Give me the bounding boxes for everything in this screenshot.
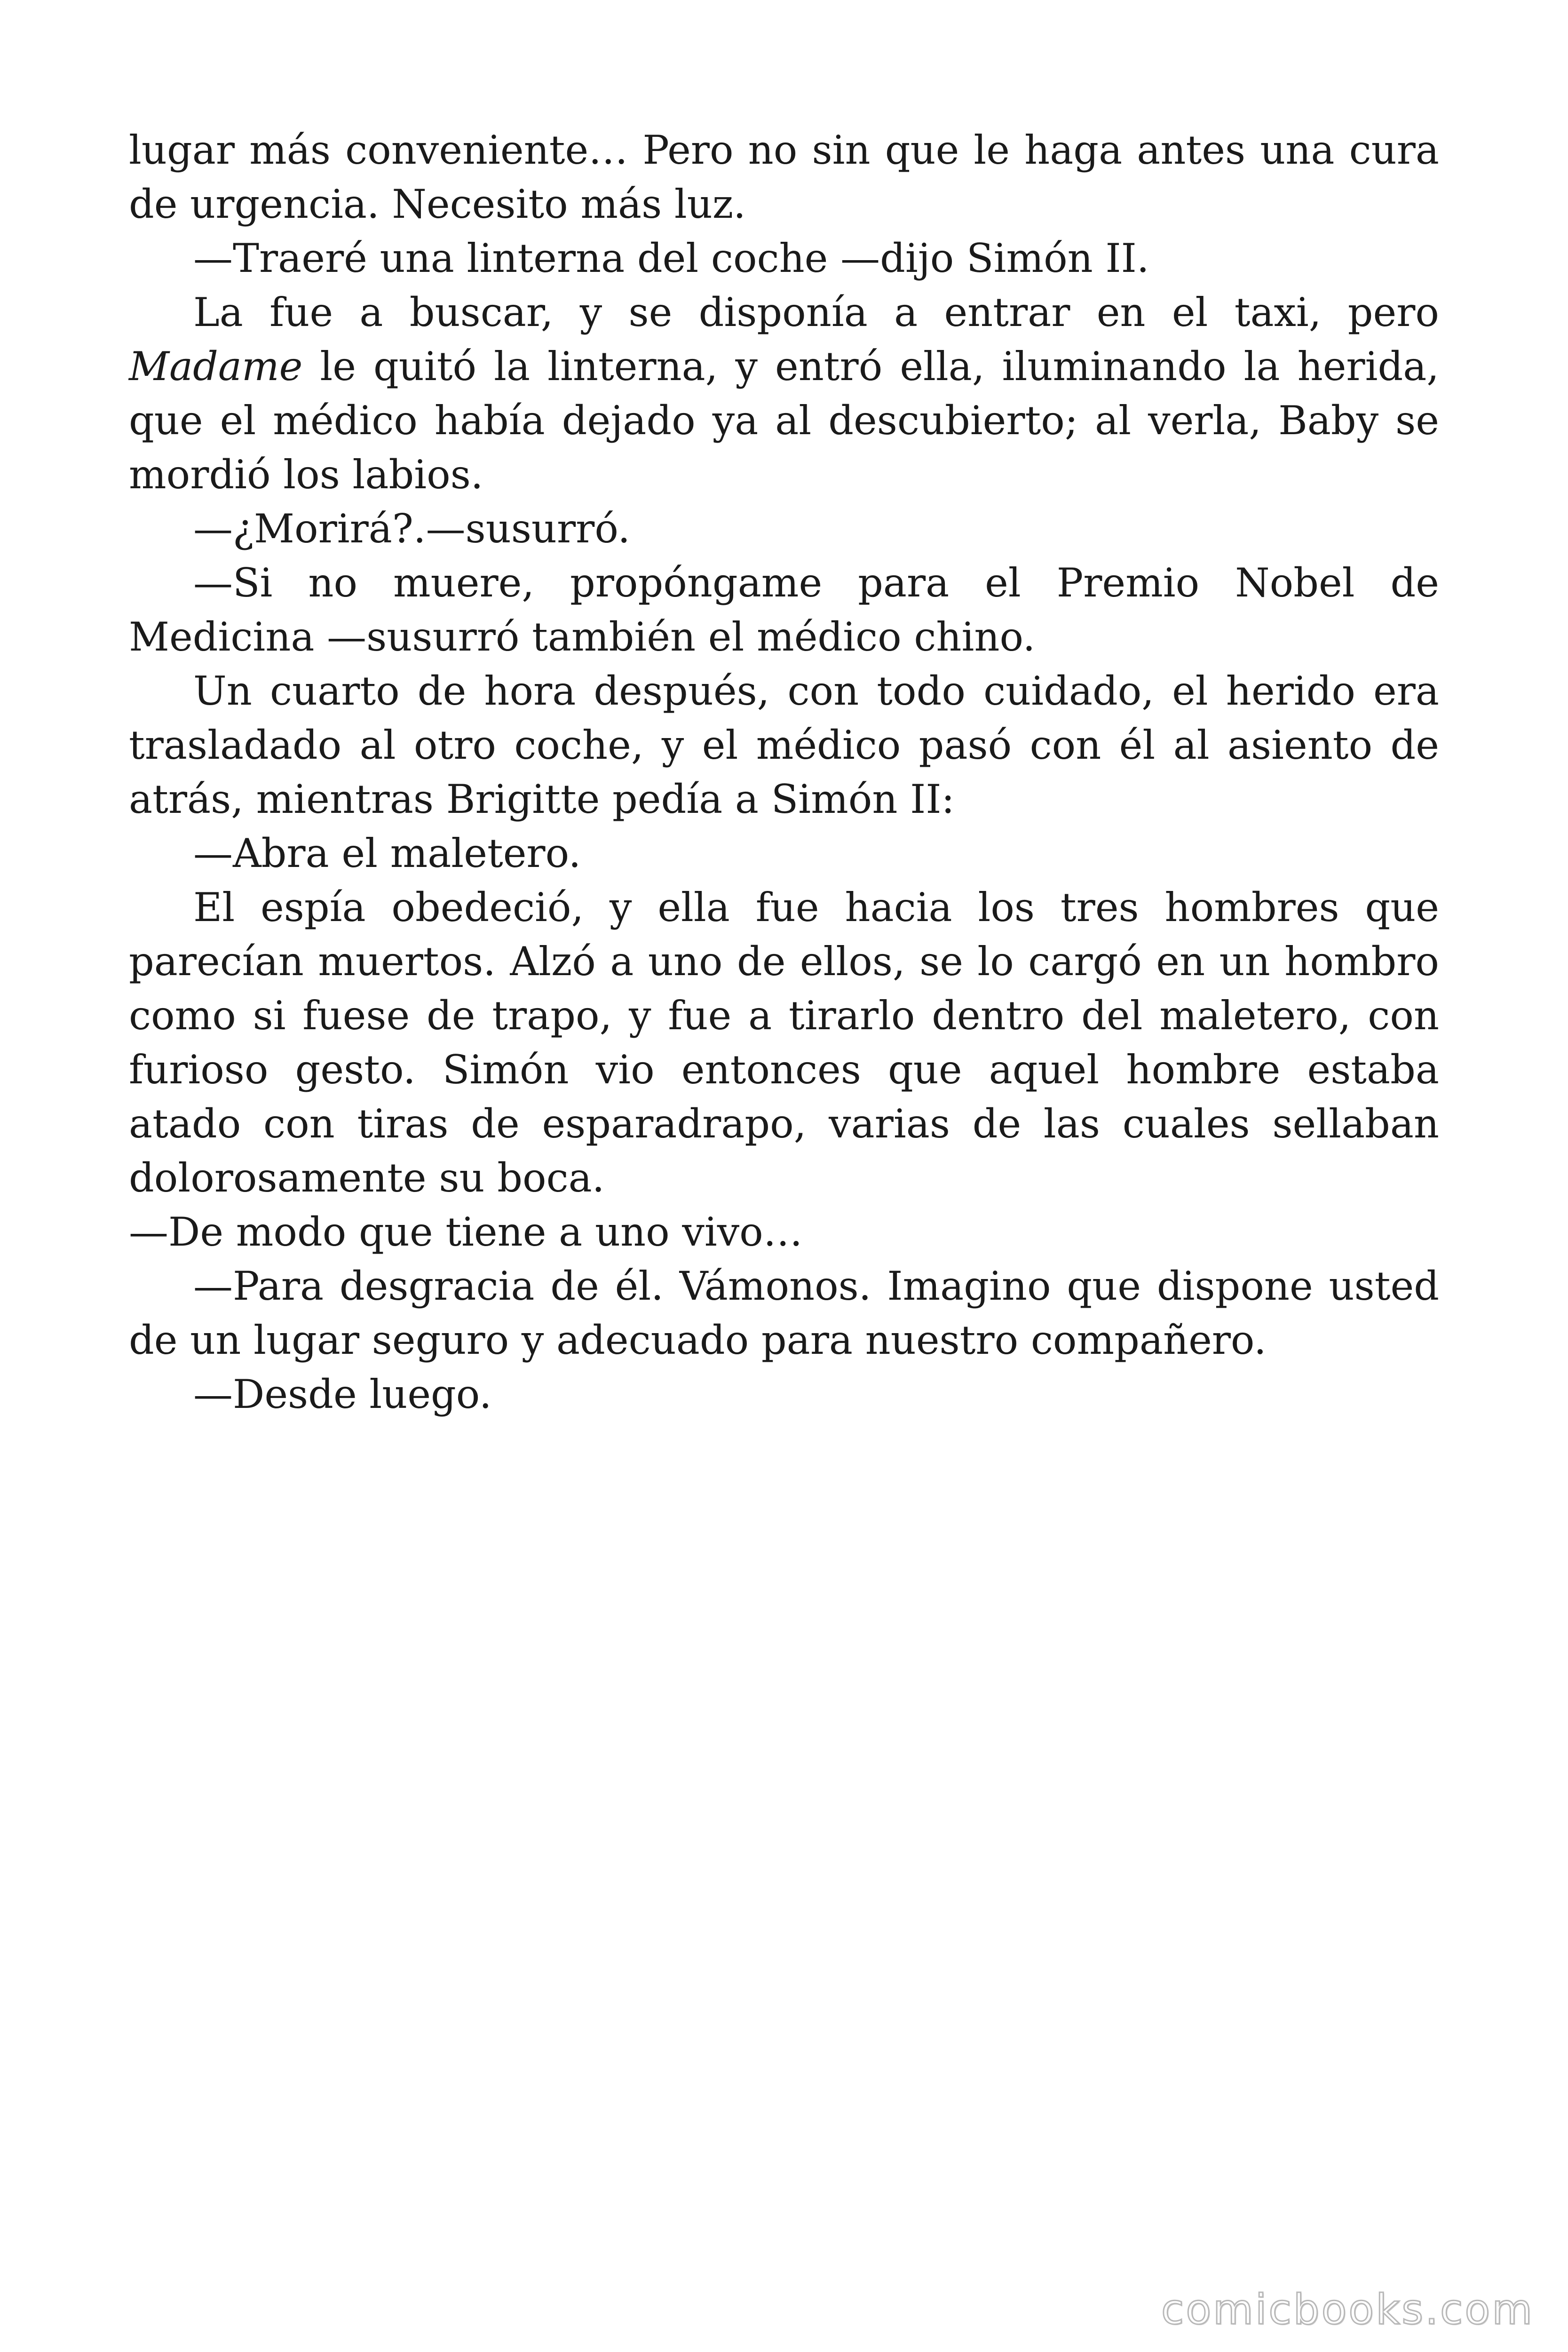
page-text [129, 123, 1439, 1422]
paragraph-dialogue-lantern: —Traeré una linterna del coche —dijo Simón II. [193, 235, 1149, 281]
paragraph-madame-lantern [129, 286, 1439, 502]
paragraph-dialogue-nobel: —Si no muere, propóngame para el Premio Nobel de Medicina —susurró también el médico chino. [129, 560, 1439, 660]
emphasis-madame: Madame [129, 343, 303, 389]
paragraph-trunk [129, 881, 1439, 1259]
paragraph-madame-lantern-end: le quitó la linterna, y entró ella, iluminando la herida, que el médico había dejado ya al descubierto; al verla, Baby se mordió los labios. [129, 343, 1439, 498]
paragraph-transfer: Un cuarto de hora después, con todo cuidado, el herido era trasladado al otro coche, y el médico pasó con él al asiento de atrás, mientras Brigitte pedía a Simón II: [129, 668, 1439, 822]
watermark: comicbooks.com [1161, 2285, 1534, 2334]
paragraph-trunk-dialogue: —De modo que tiene a uno vivo… [129, 1209, 803, 1255]
paragraph-dialogue-maletero: —Abra el maletero. [193, 830, 581, 876]
paragraph-continuation: lugar más conveniente… Pero no sin que le haga antes una cura de urgencia. Necesito más luz. [129, 127, 1439, 227]
paragraph-trunk-text: El espía obedeció, y ella fue hacia los tres hombres que parecían muertos. Alzó a uno de ellos, se lo cargó en un hombro como si fuese de trapo, y fue a tirarlo dentro del maletero, con furioso gesto. Simón vio entonces que aquel hombre estaba atado con tiras de esparadrapo, varias de las cuales sellaban dolorosamente su boca. [129, 884, 1439, 1201]
paragraph-dialogue-morira: —¿Morirá?.—susurró. [193, 506, 631, 552]
paragraph-madame-lantern-start: La fue a buscar, y se disponía a entrar en el taxi, pero [193, 289, 1439, 335]
paragraph-dialogue-vamonos: —Para desgracia de él. Vámonos. Imagino que dispone usted de un lugar seguro y adecuado para nuestro compañero. [129, 1263, 1439, 1363]
paragraph-dialogue-desde-luego: —Desde luego. [193, 1371, 492, 1417]
